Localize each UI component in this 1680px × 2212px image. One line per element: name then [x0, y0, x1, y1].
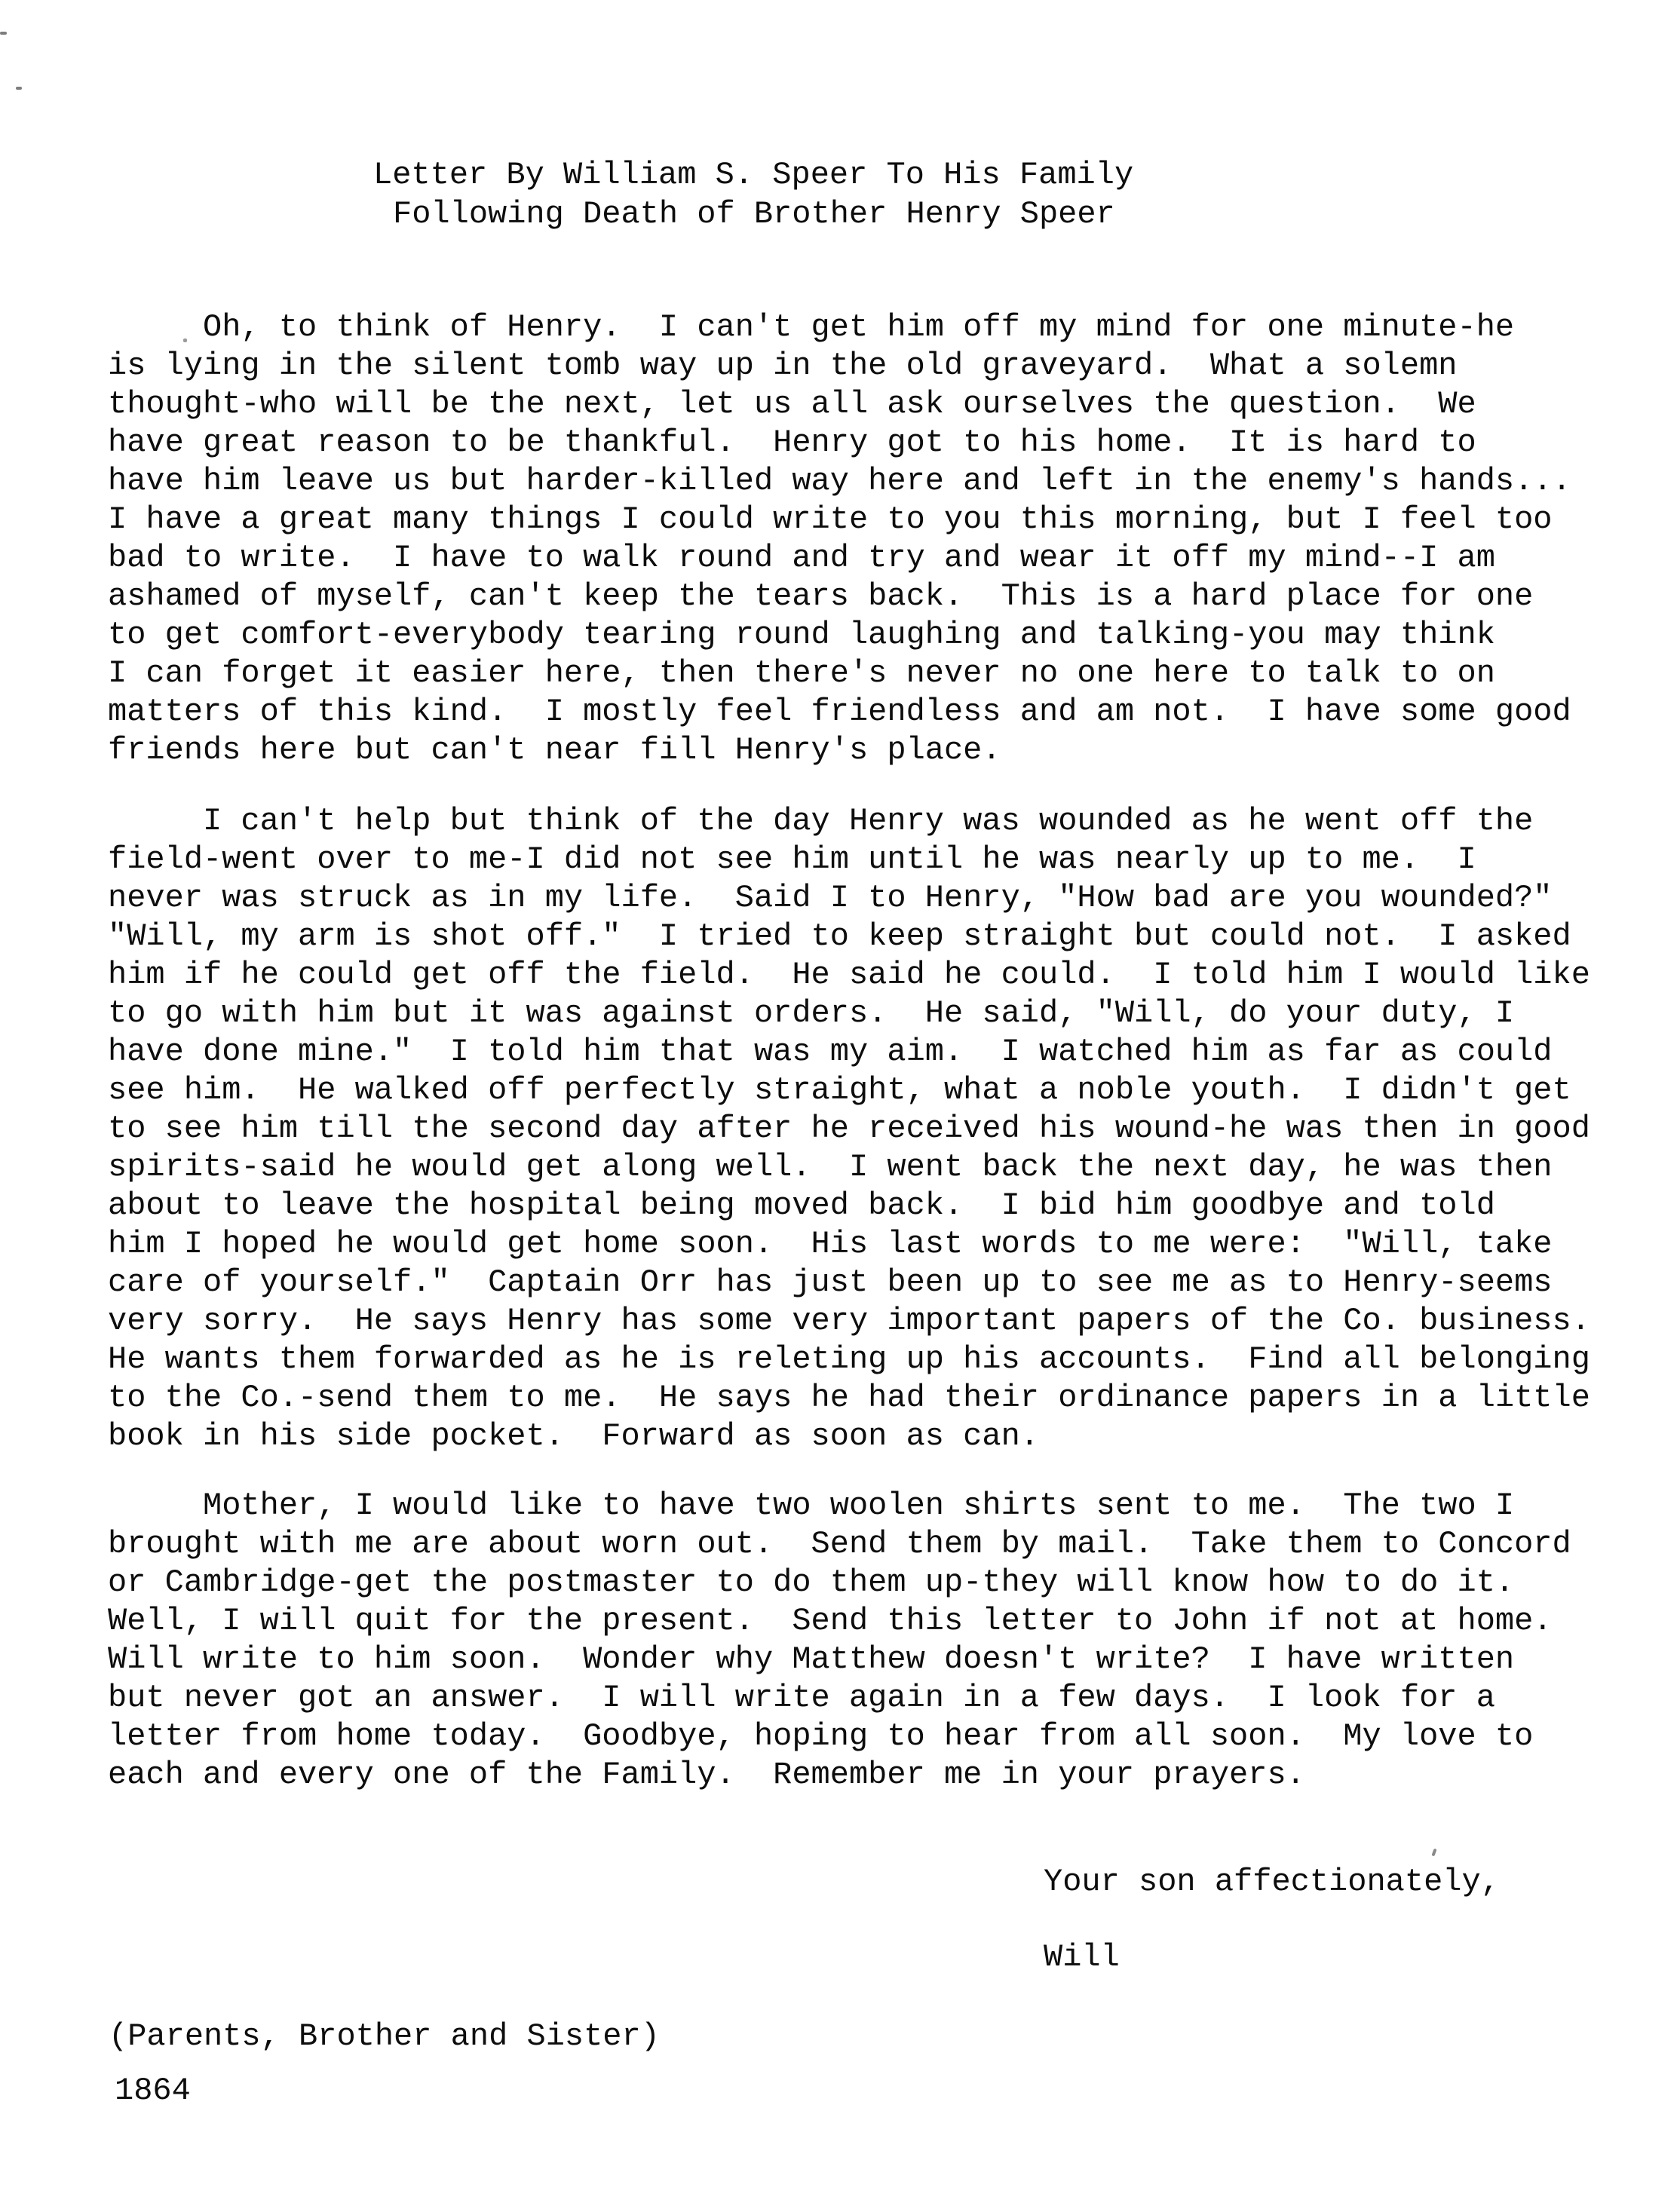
- signature-closing: Your son affectionately,: [1044, 1864, 1500, 1900]
- letter-line: never was struck as in my life. Said I to Henry, "How bad are you wounded?": [108, 880, 1553, 916]
- signature-name: Will: [1044, 1939, 1120, 1975]
- letter-line: him if he could get off the field. He said he could. I told him I would like: [108, 957, 1590, 993]
- footer-recipients: (Parents, Brother and Sister): [109, 2018, 660, 2054]
- scan-artifact: [1431, 1849, 1436, 1857]
- letter-line: I can't help but think of the day Henry was wounded as he went off the: [108, 803, 1534, 839]
- letter-line: have done mine." I told him that was my aim. I watched him as far as could: [108, 1034, 1553, 1070]
- footer-year: 1864: [115, 2073, 191, 2109]
- letter-line: see him. He walked off perfectly straight, what a noble youth. I didn't get: [108, 1072, 1571, 1108]
- letter-title: [373, 155, 1133, 234]
- letter-line: very sorry. He says Henry has some very important papers of the Co. business.: [108, 1303, 1590, 1339]
- letter-line: matters of this kind. I mostly feel friendless and am not. I have some good: [108, 694, 1571, 730]
- letter-line: book in his side pocket. Forward as soon as can.: [108, 1418, 1040, 1454]
- paragraph-2: [108, 802, 1661, 1456]
- letter-line: Will write to him soon. Wonder why Matthew doesn't write? I have written: [108, 1641, 1515, 1677]
- letter-line: friends here but can't near fill Henry's place.: [108, 732, 1001, 768]
- letter-line: to go with him but it was against orders. He said, "Will, do your duty, I: [108, 995, 1515, 1031]
- letter-line: him I hoped he would get home soon. His last words to me were: "Will, take: [108, 1226, 1553, 1262]
- letter-line: to the Co.-send them to me. He says he had their ordinance papers in a little: [108, 1380, 1590, 1416]
- letter-line: "Will, my arm is shot off." I tried to keep straight but could not. I asked: [108, 918, 1571, 954]
- letter-line: each and every one of the Family. Remember me in your prayers.: [108, 1757, 1305, 1793]
- letter-line: I have a great many things I could write to you this morning, but I feel too: [108, 501, 1553, 538]
- scan-artifact: [0, 32, 7, 35]
- letter-line: ashamed of myself, can't keep the tears back. This is a hard place for one: [108, 578, 1534, 614]
- letter-line: I can forget it easier here, then there's never no one here to talk to on: [108, 655, 1495, 691]
- letter-line: bad to write. I have to walk round and try and wear it off my mind--I am: [108, 540, 1495, 576]
- title-line-1: Letter By William S. Speer To His Family: [373, 157, 1134, 193]
- letter-line: but never got an answer. I will write again in a few days. I look for a: [108, 1680, 1495, 1716]
- letter-line: about to leave the hospital being moved back. I bid him goodbye and told: [108, 1187, 1495, 1224]
- paragraph-3: [108, 1487, 1661, 1794]
- title-line-2: Following Death of Brother Henry Speer: [393, 196, 1115, 232]
- scan-artifact: [16, 87, 22, 90]
- letter-line: to get comfort-everybody tearing round laughing and talking-you may think: [108, 617, 1495, 653]
- letter-line: have great reason to be thankful. Henry got to his home. It is hard to: [108, 424, 1476, 461]
- letter-line: Oh, to think of Henry. I can't get him off my mind for one minute-he: [108, 309, 1515, 345]
- letter-line: He wants them forwarded as he is releting up his accounts. Find all belonging: [108, 1341, 1590, 1377]
- letter-line: care of yourself." Captain Orr has just been up to see me as to Henry-seems: [108, 1264, 1553, 1301]
- letter-line: have him leave us but harder-killed way here and left in the enemy's hands...: [108, 463, 1571, 499]
- letter-line: brought with me are about worn out. Send them by mail. Take them to Concord: [108, 1526, 1571, 1562]
- letter-line: spirits-said he would get along well. I went back the next day, he was then: [108, 1149, 1553, 1185]
- letter-line: field-went over to me-I did not see him until he was nearly up to me. I: [108, 841, 1476, 878]
- letter-line: letter from home today. Goodbye, hoping to hear from all soon. My love to: [108, 1718, 1534, 1754]
- letter-line: is lying in the silent tomb way up in the old graveyard. What a solemn: [108, 348, 1458, 384]
- letter-line: Well, I will quit for the present. Send this letter to John if not at home.: [108, 1603, 1553, 1639]
- letter-line: to see him till the second day after he received his wound-he was then in good: [108, 1111, 1590, 1147]
- letter-line: thought-who will be the next, let us all ask ourselves the question. We: [108, 386, 1476, 422]
- paragraph-1: [108, 308, 1661, 770]
- letter-line: or Cambridge-get the postmaster to do them up-they will know how to do it.: [108, 1564, 1515, 1601]
- letter-line: Mother, I would like to have two woolen shirts sent to me. The two I: [108, 1487, 1515, 1524]
